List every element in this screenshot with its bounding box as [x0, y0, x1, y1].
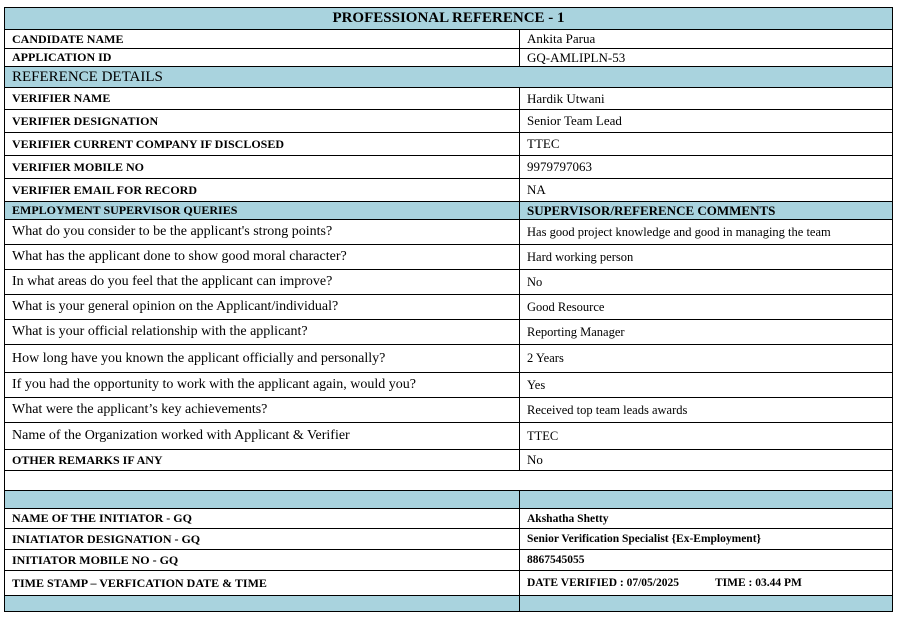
- query-row: [5, 398, 893, 423]
- query-question: If you had the opportunity to work with the applicant again, would you?: [5, 373, 520, 398]
- query-question: How long have you known the applicant officially and personally?: [5, 345, 520, 373]
- form-title: PROFESSIONAL REFERENCE - 1: [5, 8, 893, 30]
- comments-column-header: SUPERVISOR/REFERENCE COMMENTS: [520, 202, 893, 220]
- initiator-designation-value: Senior Verification Specialist {Ex-Employment}: [520, 529, 893, 550]
- query-row: [5, 345, 893, 373]
- query-question: Name of the Organization worked with Applicant & Verifier: [5, 423, 520, 450]
- query-answer: Yes: [520, 373, 893, 398]
- query-row: [5, 245, 893, 270]
- timestamp-value: [520, 571, 893, 596]
- initiator-designation-label: INIATIATOR DESIGNATION - GQ: [5, 529, 520, 550]
- query-question: In what areas do you feel that the applicant can improve?: [5, 270, 520, 295]
- other-remarks-label: OTHER REMARKS IF ANY: [5, 450, 520, 471]
- query-row: [5, 320, 893, 345]
- verifier-designation-value: Senior Team Lead: [520, 110, 893, 133]
- reference-details-heading: REFERENCE DETAILS: [5, 67, 893, 88]
- query-row: [5, 373, 893, 398]
- query-question: What is your official relationship with the applicant?: [5, 320, 520, 345]
- verifier-email-value: NA: [520, 179, 893, 202]
- verifier-designation-label: VERIFIER DESIGNATION: [5, 110, 520, 133]
- timestamp-label: TIME STAMP – VERFICATION DATE & TIME: [5, 571, 520, 596]
- query-answer: TTEC: [520, 423, 893, 450]
- verifier-company-value: TTEC: [520, 133, 893, 156]
- initiator-mobile-value: 8867545055: [520, 550, 893, 571]
- verifier-mobile-label: VERIFIER MOBILE NO: [5, 156, 520, 179]
- verifier-mobile-value: 9979797063: [520, 156, 893, 179]
- application-id-value: GQ-AMLIPLN-53: [520, 49, 893, 67]
- query-row: [5, 220, 893, 245]
- candidate-name-value: Ankita Parua: [520, 30, 893, 49]
- query-row: [5, 423, 893, 450]
- time-verified: TIME : 03.44 PM: [714, 577, 802, 589]
- initiator-name-label: NAME OF THE INITIATOR - GQ: [5, 509, 520, 529]
- blank-spacer-row: [5, 471, 893, 491]
- query-answer: Received top team leads awards: [520, 398, 893, 423]
- query-row: [5, 270, 893, 295]
- query-row: [5, 295, 893, 320]
- query-answer: Hard working person: [520, 245, 893, 270]
- query-answer: No: [520, 270, 893, 295]
- initiator-mobile-label: INITIATOR MOBILE NO - GQ: [5, 550, 520, 571]
- query-question: What has the applicant done to show good moral character?: [5, 245, 520, 270]
- date-verified: DATE VERIFIED : 07/05/2025: [527, 577, 679, 589]
- application-id-label: APPLICATION ID: [5, 49, 520, 67]
- footer-bar: [5, 596, 893, 612]
- query-answer: Reporting Manager: [520, 320, 893, 345]
- queries-column-header: EMPLOYMENT SUPERVISOR QUERIES: [5, 202, 520, 220]
- query-answer: 2 Years: [520, 345, 893, 373]
- query-question: What were the applicant’s key achievements?: [5, 398, 520, 423]
- initiator-name-value: Akshatha Shetty: [520, 509, 893, 529]
- verifier-company-label: VERIFIER CURRENT COMPANY IF DISCLOSED: [5, 133, 520, 156]
- candidate-name-label: CANDIDATE NAME: [5, 30, 520, 49]
- verifier-name-value: Hardik Utwani: [520, 88, 893, 110]
- verifier-name-label: VERIFIER NAME: [5, 88, 520, 110]
- query-question: What do you consider to be the applicant's strong points?: [5, 220, 520, 245]
- other-remarks-value: No: [520, 450, 893, 471]
- query-question: What is your general opinion on the Applicant/individual?: [5, 295, 520, 320]
- initiator-header-bar: [5, 491, 893, 509]
- verifier-email-label: VERIFIER EMAIL FOR RECORD: [5, 179, 520, 202]
- query-answer: Good Resource: [520, 295, 893, 320]
- professional-reference-table: [4, 7, 893, 612]
- query-answer: Has good project knowledge and good in managing the team: [520, 220, 893, 245]
